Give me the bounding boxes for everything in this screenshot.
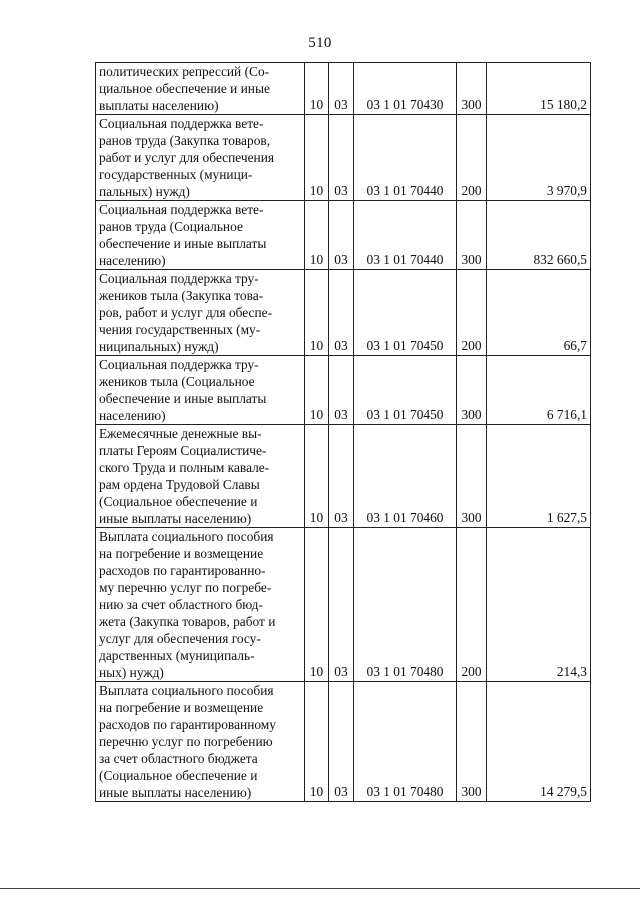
table-row — [96, 528, 591, 682]
row-description: Социальная поддержка тру- жеников тыла (Закупка това- ров, работ и услуг для обеспе- чения государственных (му- ниципальных) нужд) — [96, 270, 305, 356]
row-target-code: 03 1 01 70480 — [354, 682, 457, 802]
budget-table — [95, 62, 591, 802]
row-description: Выплата социального пособия на погребение и возмещение расходов по гарантированно- му перечню услуг по погребе- нию за счет областного бюд- жета (Закупка товаров, работ и услуг для обеспечения госу- дарственных (муниципаль- ных) нужд) — [96, 528, 305, 682]
row-description: Ежемесячные денежные вы- платы Героям Социалистиче- ского Труда и полным кавале- рам ордена Трудовой Славы (Социальное обеспечение и иные выплаты населению) — [96, 425, 305, 528]
row-section: 10 — [305, 425, 329, 528]
row-amount: 15 180,2 — [487, 63, 591, 115]
row-expense-type: 300 — [457, 682, 487, 802]
row-subsection: 03 — [329, 115, 354, 201]
row-section: 10 — [305, 63, 329, 115]
row-amount: 832 660,5 — [487, 201, 591, 270]
row-amount: 14 279,5 — [487, 682, 591, 802]
row-amount: 214,3 — [487, 528, 591, 682]
row-target-code: 03 1 01 70450 — [354, 270, 457, 356]
row-expense-type: 200 — [457, 528, 487, 682]
row-section: 10 — [305, 270, 329, 356]
row-section: 10 — [305, 528, 329, 682]
row-expense-type: 200 — [457, 270, 487, 356]
row-amount: 66,7 — [487, 270, 591, 356]
row-description: Социальная поддержка тру- жеников тыла (Социальное обеспечение и иные выплаты населению) — [96, 356, 305, 425]
table-row — [96, 270, 591, 356]
row-subsection: 03 — [329, 682, 354, 802]
row-expense-type: 300 — [457, 425, 487, 528]
row-section: 10 — [305, 115, 329, 201]
row-target-code: 03 1 01 70460 — [354, 425, 457, 528]
row-target-code: 03 1 01 70430 — [354, 63, 457, 115]
row-subsection: 03 — [329, 270, 354, 356]
footer-rule — [0, 888, 640, 889]
row-subsection: 03 — [329, 528, 354, 682]
table-row — [96, 356, 591, 425]
table-row — [96, 682, 591, 802]
table-row — [96, 115, 591, 201]
row-amount: 6 716,1 — [487, 356, 591, 425]
row-section: 10 — [305, 356, 329, 425]
row-subsection: 03 — [329, 356, 354, 425]
row-section: 10 — [305, 201, 329, 270]
row-subsection: 03 — [329, 63, 354, 115]
row-description: Социальная поддержка вете- ранов труда (Социальное обеспечение и иные выплаты населению) — [96, 201, 305, 270]
page-number: 510 — [308, 35, 332, 51]
row-description: политических репрессий (Со- циальное обеспечение и иные выплаты населению) — [96, 63, 305, 115]
table-row — [96, 63, 591, 115]
row-target-code: 03 1 01 70480 — [354, 528, 457, 682]
row-target-code: 03 1 01 70450 — [354, 356, 457, 425]
row-target-code: 03 1 01 70440 — [354, 201, 457, 270]
row-amount: 3 970,9 — [487, 115, 591, 201]
row-expense-type: 200 — [457, 115, 487, 201]
row-subsection: 03 — [329, 425, 354, 528]
row-description: Социальная поддержка вете- ранов труда (Закупка товаров, работ и услуг для обеспечения государственных (муници- пальных) нужд) — [96, 115, 305, 201]
row-amount: 1 627,5 — [487, 425, 591, 528]
table-row — [96, 425, 591, 528]
row-subsection: 03 — [329, 201, 354, 270]
row-description: Выплата социального пособия на погребение и возмещение расходов по гарантированному перечню услуг по погребению за счет областного бюджета (Социальное обеспечение и иные выплаты населению) — [96, 682, 305, 802]
row-section: 10 — [305, 682, 329, 802]
table-row — [96, 201, 591, 270]
row-target-code: 03 1 01 70440 — [354, 115, 457, 201]
budget-table-body — [96, 63, 591, 802]
row-expense-type: 300 — [457, 356, 487, 425]
row-expense-type: 300 — [457, 201, 487, 270]
row-expense-type: 300 — [457, 63, 487, 115]
